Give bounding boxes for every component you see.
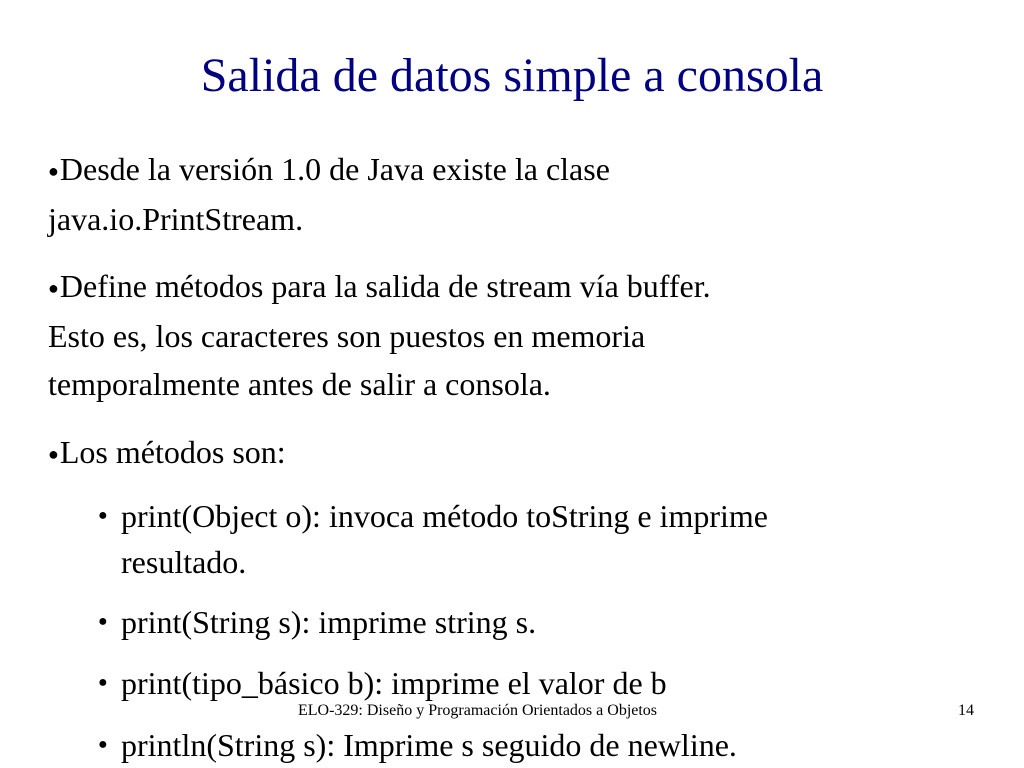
bullet-item xyxy=(48,145,978,243)
bullet-icon: ● xyxy=(48,161,59,181)
bullet-item xyxy=(48,428,978,478)
bullet-icon: ● xyxy=(98,507,108,524)
bullet-item xyxy=(48,262,978,408)
sub-bullet-item xyxy=(98,493,1001,585)
footer-course-title: ELO-329: Diseño y Programación Orientados a Objetos xyxy=(298,702,658,719)
bullet-icon: ● xyxy=(98,613,108,630)
bullet-icon: ● xyxy=(48,444,59,464)
bullet-text: java.io.PrintStream. xyxy=(48,201,304,237)
sub-bullet-text: println(String s): Imprime s seguido de newline. xyxy=(121,727,737,763)
bullet-text: Desde la versión 1.0 de Java existe la clase xyxy=(59,151,610,187)
bullet-text: Define métodos para la salida de stream vía buffer. xyxy=(59,268,711,304)
bullet-text: Esto es, los caracteres son puestos en memoria xyxy=(48,318,646,354)
sub-bullet-text: print(Object o): invoca método toString e imprime xyxy=(121,498,768,534)
bullet-text: temporalmente antes de salir a consola. xyxy=(48,366,551,402)
bullet-icon: ● xyxy=(48,278,59,298)
sub-bullet-item xyxy=(98,722,1001,768)
sub-bullet-text: print(tipo_básico b): imprime el valor de b xyxy=(121,665,667,701)
sub-bullet-text: resultado. xyxy=(121,544,247,580)
slide-title: Salida de datos simple a consola xyxy=(200,49,824,102)
page-number: 14 xyxy=(958,702,974,719)
bullet-icon: ● xyxy=(98,674,108,691)
sub-bullet-item xyxy=(98,599,1001,645)
sub-bullet-item xyxy=(98,660,1001,706)
bullet-text: Los métodos son: xyxy=(59,434,286,470)
bullet-icon: ● xyxy=(98,736,108,753)
sub-bullet-text: print(String s): imprime string s. xyxy=(121,604,537,640)
